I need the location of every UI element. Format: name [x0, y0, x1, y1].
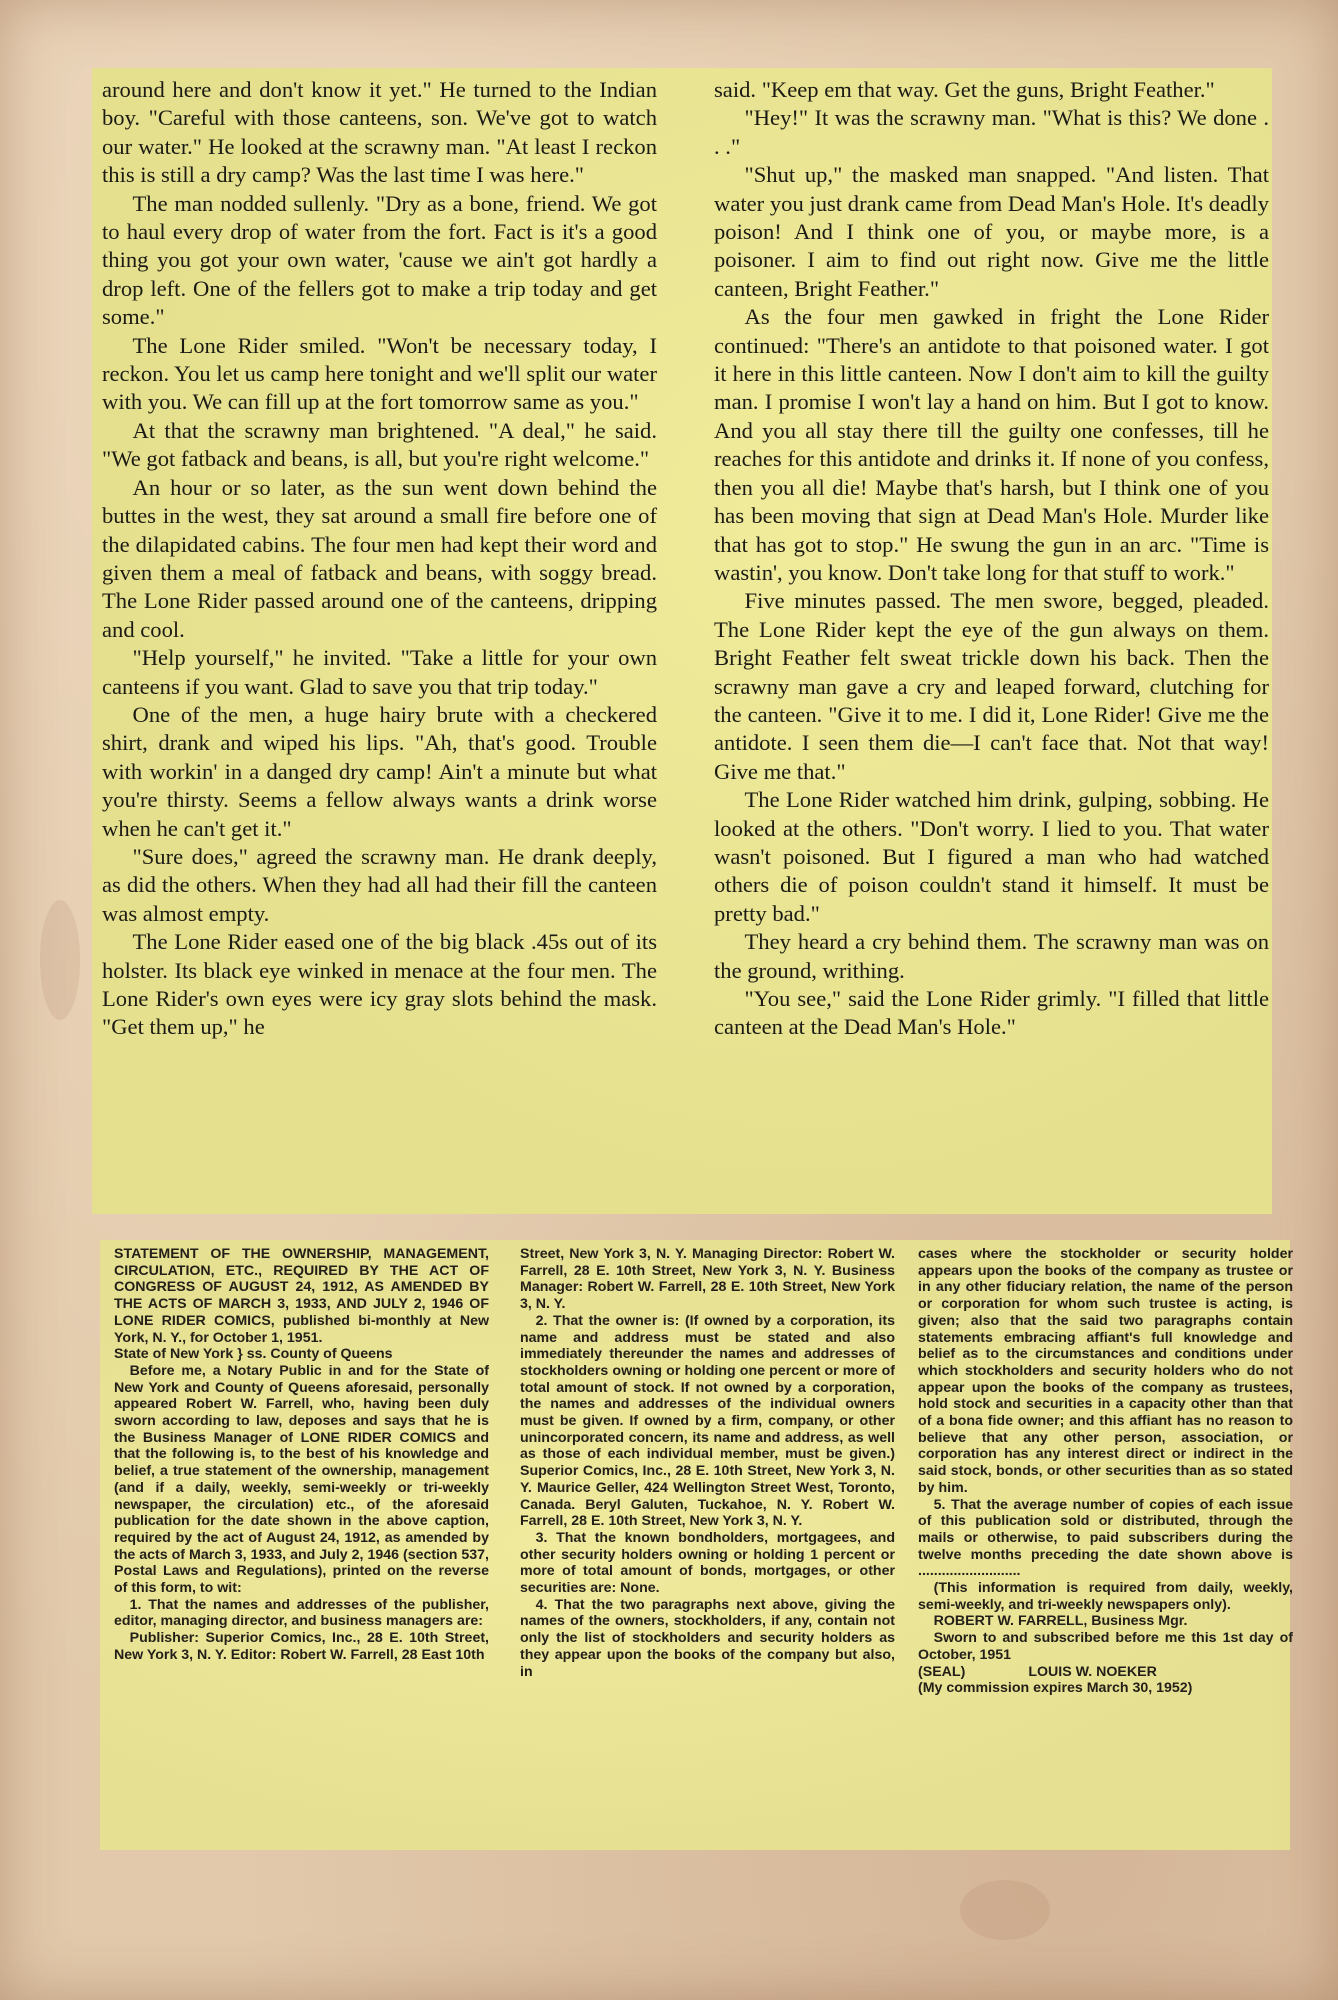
statement-paragraph: 5. That the average number of copies of each issue of this publication sold or distributed, through the mails or otherwise, to paid subscribers during the twelve months preceding the date shown above is .......................... — [918, 1496, 1293, 1580]
story-paragraph: "Help yourself," he invited. "Take a little for your own canteens if you want. Glad to save you that trip today." — [102, 645, 657, 699]
commission-expiry: (My commission expires March 30, 1952) — [918, 1680, 1193, 1697]
story-paragraph: "Hey!" It was the scrawny man. "What is this? We done . . ." — [714, 105, 1269, 159]
story-paragraph: "Sure does," agreed the scrawny man. He drank deeply, as did the others. When they had all had their fill the canteen was almost empty. — [102, 843, 657, 926]
story-paragraph: As the four men gawked in fright the Lone Rider continued: "There's an antidote to that poisoned water. I got it here in this little canteen. Now I don't aim to kill the guilty man. I promise I won't lay a hand on him. But I got to know. And you all stay there till the guilty one confesses, till he reaches for this antidote and drinks it. If none of you confess, then you all die! Maybe that's harsh, but I think one of you has been moving that sign at Dead Man's Hole. Murder like that has got to stop." He swung the gun in an arc. "Time is wastin', you know. Don't take long for that stuff to work." — [714, 304, 1269, 585]
statement-paragraph: 3. That the known bondholders, mortgagees, and other security holders owning or holding 1 percent or more of total amount of bonds, mortgages, or other securities are: None. — [520, 1529, 895, 1597]
story-paragraph: Five minutes passed. The men swore, begged, pleaded. The Lone Rider kept the eye of the gun always on them. Bright Feather felt sweat trickle down his back. Then the scrawny man gave a cry and leaped forward, clutching for the canteen. "Give it to me. I did it, Lone Rider! Give me the antidote. I seen them die—I can't face that. Not that way! Give me that." — [714, 588, 1269, 784]
story-paragraph: said. "Keep em that way. Get the guns, Bright Feather." — [714, 77, 1215, 102]
story-paragraph: At that the scrawny man brightened. "A deal," he said. "We got fatback and beans, is all, but you're right welcome." — [102, 417, 657, 472]
statement-paragraph: Street, New York 3, N. Y. Managing Director: Robert W. Farrell, 28 E. 10th Street, New York 3, N. Y. Business Manager: Robert W. Farrell, 28 E. 10th Street, New York 3, N. Y. — [520, 1246, 895, 1313]
statement-column-3 — [918, 1246, 1293, 1697]
paper-stain — [960, 1880, 1050, 1940]
story-paragraph: They heard a cry behind them. The scrawny man was on the ground, writhing. — [714, 929, 1269, 983]
statement-column-1 — [114, 1246, 489, 1664]
story-paragraph: The Lone Rider eased one of the big black .45s out of its holster. Its black eye winked in menace at the four men. The Lone Rider's own eyes were icy gray slots behind the mask. "Get them up," he — [102, 929, 657, 1040]
statement-heading: STATEMENT OF THE OWNERSHIP, MANAGEMENT, CIRCULATION, ETC., REQUIRED BY THE ACT OF CONGRESS OF AUGUST 24, 1912, AS AMENDED BY THE ACTS OF MARCH 3, 1933, AND JULY 2, 1946 OF LONE RIDER COMICS, published bi-monthly at New York, N. Y., for October 1, 1951. — [114, 1246, 489, 1346]
statement-column-2 — [520, 1246, 895, 1680]
story-paragraph: The Lone Rider smiled. "Won't be necessary today, I reckon. You let us camp here tonight and we'll split our water with you. We can fill up at the fort tomorrow same as you." — [102, 332, 657, 415]
notary-line: (SEAL) LOUIS W. NOEKER — [918, 1663, 1157, 1680]
statement-paragraph: 4. That the two paragraphs next above, giving the names of the owners, stockholders, if any, contain not only the list of stockholders and security holders as they appear upon the books of the company but also, in — [520, 1596, 895, 1680]
statement-paragraph: 1. That the names and addresses of the publisher, editor, managing director, and business managers are: — [114, 1596, 489, 1630]
ownership-statement-panel — [100, 1240, 1293, 1850]
story-column-left — [102, 76, 657, 1042]
statement-paragraph: cases where the stockholder or security holder appears upon the books of the company as trustee or in any other fiduciary relation, the name of the person or corporation for whom such trustee is acting, is given; also that the said two paragraphs contain statements embracing affiant's full knowledge and belief as to the circumstances and conditions under which stockholders and security holders who do not appear upon the books of the company as trustees, hold stock and securities in a capacity other than that of a bona fide owner; and this affiant has no reason to believe that any other person, association, or corporation has any interest direct or indirect in the said stock, bonds, or other securities than as so stated by him. — [918, 1246, 1293, 1496]
statement-signature: ROBERT W. FARRELL, Business Mgr. — [933, 1613, 1188, 1630]
statement-paragraph: Publisher: Superior Comics, Inc., 28 E. 10th Street, New York 3, N. Y. Editor: Robert W. Farrell, 28 East 10th — [114, 1630, 489, 1663]
story-text-panel — [92, 68, 1272, 1214]
story-paragraph: One of the men, a huge hairy brute with a checkered shirt, drank and wiped his lips. "Ah, that's good. Trouble with workin' in a danged dry camp! Ain't a minute but what you're thirsty. Seems a fellow always wants a drink worse when he can't get it." — [102, 701, 657, 841]
story-paragraph: An hour or so later, as the sun went down behind the buttes in the west, they sat around a small fire before one of the dilapidated cabins. The four men had kept their word and given them a meal of fatback and beans, with soggy bread. The Lone Rider passed around one of the canteens, dripping and cool. — [102, 474, 657, 642]
story-paragraph: The Lone Rider watched him drink, gulping, sobbing. He looked at the others. "Don't worry. I lied to you. That water wasn't poisoned. But I figured a man who had watched others die of poison couldn't stand it himself. It must be pretty bad." — [714, 787, 1269, 926]
statement-paragraph: State of New York } ss. County of Queens — [114, 1346, 393, 1363]
statement-paragraph: Before me, a Notary Public in and for the State of New York and County of Queens aforesaid, personally appeared Robert W. Farrell, who, having been duly sworn according to law, deposes and says that he is the Business Manager of LONE RIDER COMICS and that the following is, to the best of his knowledge and belief, a true statement of the ownership, management (and if a daily, weekly, semi-weekly or tri-weekly newspaper, the circulation) etc., of the aforesaid publication for the date shown in the above caption, required by the act of August 24, 1912, as amended by the acts of March 3, 1933, and July 2, 1946 (section 537, Postal Laws and Regulations), printed on the reverse of this form, to wit: — [114, 1362, 489, 1597]
story-paragraph: The man nodded sullenly. "Dry as a bone, friend. We got to haul every drop of water from the fort. Fact is it's a good thing you got your own water, 'cause we ain't got hardly a drop left. One of the fellers got to make a trip today and get some." — [102, 190, 657, 330]
story-column-right — [714, 76, 1269, 1042]
story-paragraph: around here and don't know it yet." He turned to the Indian boy. "Careful with those canteens, son. We've got to watch our water." He looked at the scrawny man. "At least I reckon this is still a dry camp? Was the last time I was here." — [102, 77, 657, 188]
statement-paragraph: 2. That the owner is: (If owned by a corporation, its name and address must be stated and also immediately thereunder the names and addresses of stockholders owning or holding one percent or more of total amount of stock. If not owned by a corporation, the names and addresses of the individual owners must be given. If owned by a firm, company, or other unincorporated concern, its name and address, as well as those of each individual member, must be given.) Superior Comics, Inc., 28 E. 10th Street, New York 3, N. Y. Maurice Geller, 424 Wellington Street West, Toronto, Canada. Beryl Galuten, Tuckahoe, N. Y. Robert W. Farrell, 28 E. 10th Street, New York 3, N. Y. — [520, 1312, 895, 1530]
story-paragraph: "Shut up," the masked man snapped. "And listen. That water you just drank came from Dead Man's Hole. It's deadly poison! And I think one of you, or maybe more, is a poisoner. I aim to find out right now. Give me the little canteen, Bright Feather." — [714, 162, 1269, 301]
statement-paragraph: Sworn to and subscribed before me this 1st day of October, 1951 — [918, 1630, 1293, 1663]
paper-stain — [40, 900, 80, 1020]
story-paragraph: "You see," said the Lone Rider grimly. "I filled that little canteen at the Dead Man's Hole." — [714, 986, 1269, 1040]
statement-paragraph: (This information is required from daily, weekly, semi-weekly, and tri-weekly newspapers only). — [918, 1580, 1293, 1613]
